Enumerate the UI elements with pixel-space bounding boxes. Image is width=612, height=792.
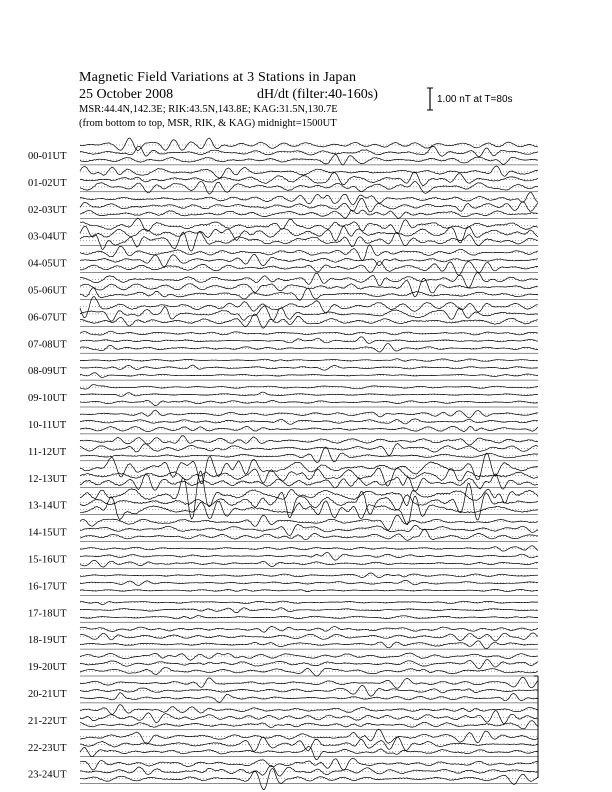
row-label: 11-12UT xyxy=(28,446,67,458)
row-label: 12-13UT xyxy=(28,473,67,485)
row-label: 09-10UT xyxy=(28,393,67,405)
station-trace xyxy=(80,660,538,669)
station-trace xyxy=(80,601,538,605)
hour-row xyxy=(28,410,538,434)
station-trace xyxy=(80,633,538,641)
station-trace xyxy=(80,254,538,266)
station-trace xyxy=(80,400,538,405)
station-trace xyxy=(80,653,538,660)
hour-row xyxy=(28,331,538,353)
station-trace xyxy=(80,711,538,724)
hour-row xyxy=(28,385,538,407)
station-trace xyxy=(80,166,538,178)
station-trace xyxy=(80,453,538,484)
station-trace xyxy=(80,232,538,251)
hour-row xyxy=(28,573,538,595)
station-trace xyxy=(80,746,538,759)
hour-row xyxy=(28,192,538,219)
station-trace xyxy=(80,138,538,151)
station-trace xyxy=(80,552,538,560)
station-trace xyxy=(80,365,538,370)
station-coordinates: MSR:44.4N,142.3E; RIK:43.5N,143.8E; KAG:31.5N,130.7E xyxy=(79,104,338,115)
station-trace xyxy=(80,154,538,165)
row-label: 03-04UT xyxy=(28,231,67,243)
station-trace xyxy=(80,667,538,676)
row-label: 01-02UT xyxy=(28,177,67,189)
station-trace xyxy=(80,765,538,776)
station-trace xyxy=(80,737,538,751)
hour-row xyxy=(28,705,538,730)
hour-row xyxy=(28,471,538,525)
station-trace xyxy=(80,515,538,530)
station-trace xyxy=(80,192,538,205)
row-label: 23-24UT xyxy=(28,769,67,781)
row-label: 08-09UT xyxy=(28,366,67,378)
row-label: 19-20UT xyxy=(28,662,67,674)
station-trace xyxy=(80,686,538,697)
station-trace xyxy=(80,306,538,321)
row-label: 04-05UT xyxy=(28,258,67,270)
hour-row xyxy=(28,653,538,676)
hour-row xyxy=(28,546,538,569)
station-trace xyxy=(80,768,538,789)
station-order-note: (from bottom to top, MSR, RIK, & KAG) midnight=1500UT xyxy=(79,118,337,129)
station-trace xyxy=(80,721,538,729)
row-label: 17-18UT xyxy=(28,608,67,620)
station-trace xyxy=(80,392,538,396)
hour-row xyxy=(28,436,538,463)
chart-filter: dH/dt (filter:40-160s) xyxy=(257,87,378,102)
station-trace xyxy=(80,693,538,703)
station-trace xyxy=(80,198,538,212)
hour-row xyxy=(28,359,538,380)
row-label: 22-23UT xyxy=(28,742,67,754)
row-label: 05-06UT xyxy=(28,285,67,297)
hour-row xyxy=(28,272,538,300)
hour-row xyxy=(28,453,538,491)
station-trace xyxy=(80,436,538,445)
station-trace xyxy=(80,314,538,328)
hour-row xyxy=(28,245,538,276)
station-trace xyxy=(80,608,538,613)
station-trace xyxy=(80,331,538,335)
station-trace xyxy=(80,524,538,535)
row-label: 15-16UT xyxy=(28,554,67,566)
station-trace xyxy=(80,641,538,649)
hour-row xyxy=(28,729,538,760)
station-trace xyxy=(80,616,538,619)
hour-row xyxy=(28,138,538,165)
row-label: 14-15UT xyxy=(28,527,67,539)
row-label: 13-14UT xyxy=(28,500,67,512)
hour-row xyxy=(28,677,538,703)
hour-row xyxy=(28,515,538,541)
midnight-marker xyxy=(534,676,538,778)
hour-row xyxy=(28,601,538,622)
scale-bar xyxy=(427,88,433,110)
station-trace xyxy=(80,729,538,744)
station-trace xyxy=(80,410,538,418)
hour-row xyxy=(28,297,538,329)
station-trace xyxy=(80,758,538,770)
station-trace xyxy=(80,272,538,287)
station-trace xyxy=(80,677,538,688)
station-trace xyxy=(80,262,538,276)
chart-title: Magnetic Field Variations at 3 Stations in Japan xyxy=(79,70,357,85)
row-label: 21-22UT xyxy=(28,715,67,727)
station-trace xyxy=(80,573,538,578)
row-label: 00-01UT xyxy=(28,151,67,162)
chart-date: 25 October 2008 xyxy=(79,87,174,102)
row-label: 10-11UT xyxy=(28,420,67,431)
hour-row xyxy=(28,758,538,789)
station-trace xyxy=(80,288,538,301)
hour-row xyxy=(28,166,538,194)
row-label: 02-03UT xyxy=(28,204,67,216)
station-trace xyxy=(80,344,538,352)
station-trace xyxy=(80,146,538,156)
row-label: 07-08UT xyxy=(28,339,67,351)
row-label: 18-19UT xyxy=(28,635,67,647)
station-trace xyxy=(80,337,538,344)
station-trace xyxy=(80,385,538,390)
station-trace xyxy=(80,210,538,218)
scale-bar-label: 1.00 nT at T=80s xyxy=(437,94,513,105)
row-label: 06-07UT xyxy=(28,312,67,324)
station-trace xyxy=(80,560,538,567)
row-label: 16-17UT xyxy=(28,581,67,593)
row-label: 20-21UT xyxy=(28,689,67,700)
hour-row xyxy=(28,218,538,251)
hour-row xyxy=(28,626,538,649)
station-trace xyxy=(80,373,538,378)
